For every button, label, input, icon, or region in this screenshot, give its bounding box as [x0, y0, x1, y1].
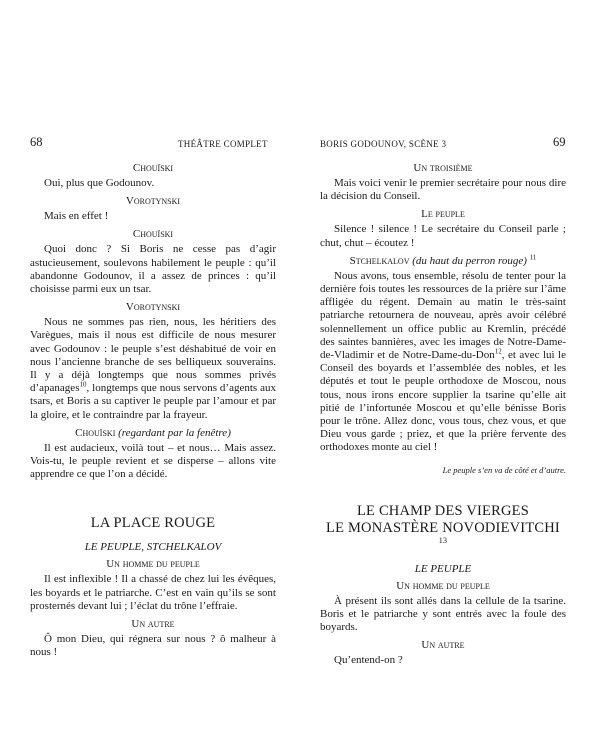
speech: Qu’entend-on ?	[334, 654, 403, 667]
speaker: Un troisième	[413, 162, 473, 174]
speech-part: , et avec lui le Conseil des boyards et l’assemblée des nobles, et les députés et tout le peuple orthodoxe de Moscou, nous tous, nous irons encore supplier la tsarine qu’elle ait pitié de l’infortunée Moscou et qu’elle bénisse Boris pour le trône. Allez donc, vous tous, chez vous, et que Dieu vous garde ; priez, et que la prière fervente des orthodoxes monte au ciel !	[320, 349, 566, 454]
right-text-column	[320, 157, 566, 667]
stage-direction: Le peuple s’en va de côté et d’autre.	[442, 464, 566, 475]
stage-direction: (du haut du perron rouge)	[412, 254, 527, 267]
speaker: Chouïski	[132, 162, 174, 174]
speaker-name: Chouïski	[75, 426, 116, 439]
speech: Il est audacieux, voilà tout – et nous… Mais assez. Vois-tu, le peuple revient et se disperse – allons vite apprendre ce que l’on a décidé.	[30, 441, 276, 481]
speech-part: Nous ne sommes pas rien, nous, les héritiers des Varègues, mais il nous est difficile de nous mesurer avec Godounov : le peuple s’est déshabitué de voir en nous l’ancienne branche de ses belliqueux souverains. Il y a déjà longtemps que nous sommes privés d’apanages	[30, 316, 276, 395]
speaker: Le peuple	[421, 208, 465, 221]
footnote-marker: 11	[529, 253, 537, 262]
speaker: Un autre	[421, 639, 465, 652]
scene-title-text: LE MONASTÈRE NOVODIEVITCHI	[326, 519, 560, 536]
footnote-marker: 12	[494, 347, 502, 356]
speaker-name: Stchelkalov	[349, 254, 410, 267]
speaker: Un homme du peuple	[396, 579, 490, 592]
speech-part: , longtemps que nous servons d’agents aux tsars, et Boris a su captiver le peuple par l’amour et par la gloire, et le contraindre par la frayeur.	[30, 382, 276, 421]
scene-title: LA PLACE ROUGE	[90, 515, 216, 532]
speech: Mais voici venir le premier secrétaire pour nous dire la décision du Conseil.	[320, 177, 566, 203]
page-number-left: 68	[30, 135, 43, 149]
speech: Ô mon Dieu, qui régnera sur nous ? ô malheur à nous !	[30, 633, 276, 659]
speech: Il est inflexible ! Il a chassé de chez lui les évêques, les boyards et le patriarche. C’est en vain qu’ils se sont prosternés devant lui ; l’éclat du trône l’effraie.	[30, 573, 276, 612]
stage-direction: (regardant par la fenêtre)	[118, 426, 231, 439]
speaker: Un homme du peuple	[106, 558, 200, 571]
scene-title-line-2	[320, 520, 566, 554]
speaker: Vorotynski	[125, 301, 181, 314]
left-text-column	[30, 157, 276, 659]
speech: À présent ils sont allés dans la cellule de la tsarine. Boris et le patriarche y sont entrés avec la foule des boyards.	[320, 594, 566, 634]
speaker: Chouïski	[132, 228, 174, 241]
speaker: Vorotynski	[125, 195, 181, 208]
speech	[320, 270, 566, 455]
speaker: Un autre	[131, 618, 175, 631]
right-page	[300, 0, 600, 750]
speaker	[320, 254, 566, 269]
speech: Oui, plus que Godounov.	[44, 177, 155, 189]
speech: Mais en effet !	[44, 210, 109, 223]
speech-part: Nous avons, tous ensemble, résolu de tenter pour la dernière fois toutes les ressources de la prière sur l’âme affligée du régent. Demain au matin le très-saint patriarche retournera de nouveau, après avoir célébré solennellement un office public au Kremlin, précédé des saintes bannières, avec les images de Notre-Dame-de-Vladimir et de Notre-Dame-du-Don	[320, 269, 566, 362]
speaker	[30, 426, 276, 441]
footnote-marker: 10	[79, 380, 87, 389]
scene-characters: LE PEUPLE	[414, 562, 472, 575]
speech: Silence ! silence ! Le secrétaire du Conseil parle ; chut, chut – écoutez !	[320, 223, 566, 249]
scene-title-line-1: LE CHAMP DES VIERGES	[357, 502, 529, 519]
running-head-left: THÉÂTRE COMPLET	[178, 139, 268, 149]
page-number-right: 69	[553, 135, 566, 149]
running-head-right: BORIS GODOUNOV, SCÈNE 3	[320, 139, 447, 149]
speech	[30, 316, 276, 422]
scene-characters: LE PEUPLE, STCHELKALOV	[84, 541, 222, 554]
speech: Quoi donc ? Si Boris ne cesse pas d’agir astucieusement, soulevons habilement le peuple : qu’il abandonne Godounov, il a assez de princes : qu’il choisisse parmi eux un tsar.	[30, 243, 276, 296]
footnote-marker: 13	[438, 535, 448, 545]
